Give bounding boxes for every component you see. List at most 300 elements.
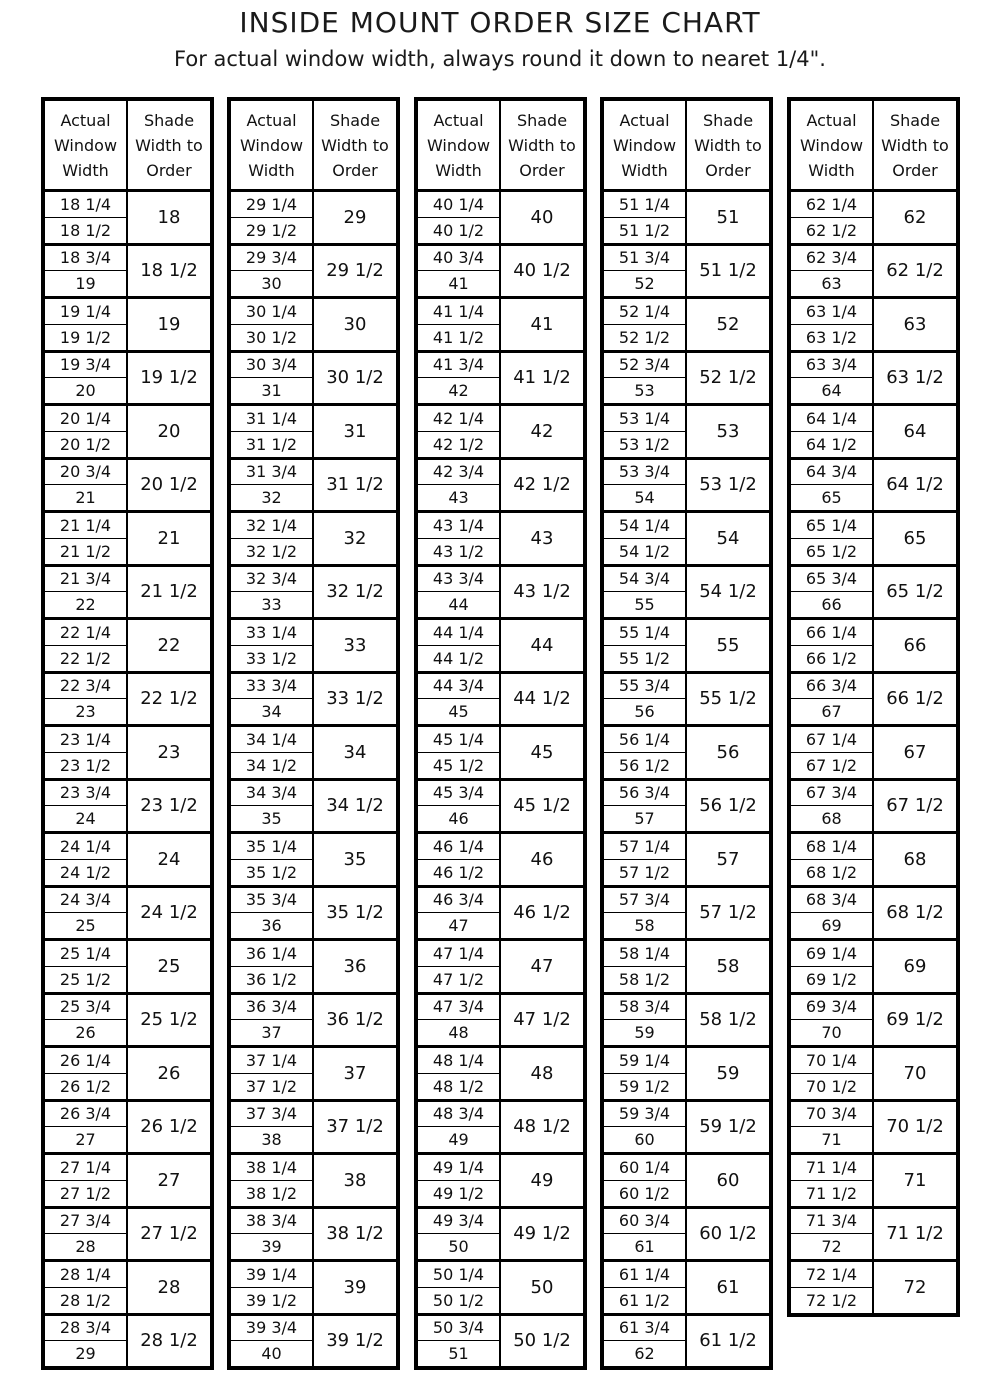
- actual-width-high: 68 1/2: [805, 862, 858, 882]
- table-row: [231, 192, 396, 246]
- shade-order-width: 49: [530, 1169, 554, 1191]
- actual-width-high: 33: [261, 595, 282, 615]
- shade-order-width: 35 1/2: [326, 902, 384, 924]
- actual-width-range: [45, 406, 128, 457]
- actual-width-low: 34 3/4: [231, 781, 312, 807]
- actual-width-low: 71 3/4: [791, 1209, 872, 1235]
- shade-order-width: 64: [903, 420, 927, 442]
- table-row: [791, 941, 956, 995]
- actual-width-range: [231, 353, 314, 404]
- shade-order-width: 43 1/2: [513, 581, 571, 603]
- table-row: [231, 995, 396, 1049]
- table-row: [231, 1262, 396, 1316]
- actual-width-range: [231, 941, 314, 992]
- actual-width-high: 57: [634, 809, 655, 829]
- actual-width-low: 27 1/4: [45, 1155, 126, 1181]
- shade-order-width: 45 1/2: [513, 795, 571, 817]
- table-row: [231, 567, 396, 621]
- shade-order-width: 37: [343, 1062, 367, 1084]
- table-row: [604, 995, 769, 1049]
- actual-width-low: 61 3/4: [604, 1316, 685, 1342]
- shade-order-width: 47 1/2: [513, 1009, 571, 1031]
- table-row: [231, 460, 396, 514]
- size-table-1: [41, 97, 214, 1370]
- actual-width-low: 57 1/4: [604, 834, 685, 860]
- shade-order-width: 23 1/2: [140, 795, 198, 817]
- shade-width-header: Shade Width to Order: [135, 110, 203, 180]
- shade-order-width: 21: [157, 527, 181, 549]
- actual-width-high: 43 1/2: [432, 541, 485, 561]
- actual-width-range: [418, 513, 501, 564]
- shade-order-width: 26: [157, 1062, 181, 1084]
- shade-order-width: 34: [343, 741, 367, 763]
- actual-width-low: 19 3/4: [45, 353, 126, 379]
- actual-width-low: 29 3/4: [231, 246, 312, 272]
- actual-width-low: 25 1/4: [45, 941, 126, 967]
- actual-width-range: [45, 460, 128, 511]
- table-row: [45, 888, 210, 942]
- table-row: [418, 620, 583, 674]
- actual-width-range: [791, 246, 874, 297]
- table-row: [45, 674, 210, 728]
- actual-width-high: 60 1/2: [618, 1183, 671, 1203]
- actual-width-low: 59 3/4: [604, 1102, 685, 1128]
- actual-width-range: [231, 1209, 314, 1260]
- shade-order-width: 44 1/2: [513, 688, 571, 710]
- actual-width-range: [231, 620, 314, 671]
- actual-width-range: [418, 567, 501, 618]
- table-row: [791, 834, 956, 888]
- actual-width-high: 70: [821, 1023, 842, 1043]
- actual-width-range: [791, 781, 874, 832]
- shade-width-header: Shade Width to Order: [508, 110, 576, 180]
- table-row: [231, 1048, 396, 1102]
- table-row: [604, 299, 769, 353]
- actual-width-range: [231, 1262, 314, 1313]
- actual-width-low: 68 3/4: [791, 888, 872, 914]
- actual-width-high: 56 1/2: [618, 755, 671, 775]
- shade-width-header: Shade Width to Order: [321, 110, 389, 180]
- actual-width-high: 59: [634, 1023, 655, 1043]
- actual-width-high: 53: [634, 381, 655, 401]
- actual-width-high: 67: [821, 702, 842, 722]
- actual-width-low: 23 3/4: [45, 781, 126, 807]
- shade-order-width: 60 1/2: [699, 1223, 757, 1245]
- shade-order-width: 66: [903, 634, 927, 656]
- actual-width-range: [418, 781, 501, 832]
- size-table-2: [227, 97, 400, 1370]
- table-row: [418, 1209, 583, 1263]
- actual-width-high: 44: [448, 595, 469, 615]
- actual-width-header: Actual Window Width: [604, 101, 687, 189]
- actual-width-low: 53 3/4: [604, 460, 685, 486]
- shade-order-width: 18: [157, 206, 181, 228]
- actual-width-low: 18 1/4: [45, 192, 126, 218]
- table-row: [604, 1316, 769, 1367]
- actual-width-low: 47 1/4: [418, 941, 499, 967]
- actual-width-high: 19: [75, 274, 96, 294]
- actual-width-range: [791, 567, 874, 618]
- actual-width-range: [45, 1209, 128, 1260]
- actual-width-range: [791, 1262, 874, 1313]
- table-row: [604, 567, 769, 621]
- actual-width-range: [604, 1048, 687, 1099]
- actual-width-low: 72 1/4: [791, 1262, 872, 1288]
- actual-width-range: [45, 353, 128, 404]
- table-row: [791, 1209, 956, 1263]
- table-row: [791, 246, 956, 300]
- actual-width-low: 30 1/4: [231, 299, 312, 325]
- actual-width-range: [45, 513, 128, 564]
- shade-order-width: 55 1/2: [699, 688, 757, 710]
- shade-order-width: 35: [343, 848, 367, 870]
- actual-width-range: [45, 888, 128, 939]
- actual-width-high: 72: [821, 1237, 842, 1257]
- table-header: [604, 101, 769, 192]
- table-row: [791, 674, 956, 728]
- actual-width-high: 30: [261, 274, 282, 294]
- table-row: [604, 834, 769, 888]
- shade-order-width: 31: [343, 420, 367, 442]
- actual-width-range: [791, 513, 874, 564]
- shade-order-width: 63 1/2: [886, 367, 944, 389]
- table-row: [45, 1155, 210, 1209]
- actual-width-range: [231, 1102, 314, 1153]
- table-row: [45, 1262, 210, 1316]
- actual-width-high: 64: [821, 381, 842, 401]
- actual-width-low: 52 1/4: [604, 299, 685, 325]
- actual-width-range: [231, 1155, 314, 1206]
- actual-width-high: 30 1/2: [245, 327, 298, 347]
- table-row: [418, 1155, 583, 1209]
- actual-width-low: 69 3/4: [791, 995, 872, 1021]
- actual-width-low: 45 3/4: [418, 781, 499, 807]
- table-row: [418, 1048, 583, 1102]
- actual-width-header: Actual Window Width: [791, 101, 874, 189]
- actual-width-range: [231, 246, 314, 297]
- table-row: [45, 1048, 210, 1102]
- shade-order-width: 46: [530, 848, 554, 870]
- table-row: [604, 781, 769, 835]
- actual-width-low: 67 3/4: [791, 781, 872, 807]
- actual-width-low: 38 3/4: [231, 1209, 312, 1235]
- actual-width-range: [604, 941, 687, 992]
- actual-width-high: 34 1/2: [245, 755, 298, 775]
- actual-width-low: 33 3/4: [231, 674, 312, 700]
- shade-order-width: 38: [343, 1169, 367, 1191]
- actual-width-range: [45, 834, 128, 885]
- actual-width-range: [604, 299, 687, 350]
- actual-width-high: 55: [634, 595, 655, 615]
- actual-width-range: [45, 995, 128, 1046]
- actual-width-low: 27 3/4: [45, 1209, 126, 1235]
- actual-width-header: Actual Window Width: [45, 101, 128, 189]
- table-row: [418, 995, 583, 1049]
- actual-width-low: 22 3/4: [45, 674, 126, 700]
- actual-width-high: 24 1/2: [59, 862, 112, 882]
- actual-width-header: Actual Window Width: [418, 101, 501, 189]
- table-row: [231, 1316, 396, 1367]
- actual-width-low: 53 1/4: [604, 406, 685, 432]
- actual-width-high: 69: [821, 916, 842, 936]
- shade-order-width: 23: [157, 741, 181, 763]
- actual-width-high: 50: [448, 1237, 469, 1257]
- shade-order-width: 49 1/2: [513, 1223, 571, 1245]
- actual-width-high: 68: [821, 809, 842, 829]
- actual-width-low: 64 3/4: [791, 460, 872, 486]
- actual-width-range: [231, 727, 314, 778]
- actual-width-high: 72 1/2: [805, 1290, 858, 1310]
- actual-width-low: 56 1/4: [604, 727, 685, 753]
- actual-width-low: 35 1/4: [231, 834, 312, 860]
- actual-width-low: 40 3/4: [418, 246, 499, 272]
- shade-order-width: 47: [530, 955, 554, 977]
- table-row: [791, 567, 956, 621]
- shade-order-width: 56: [716, 741, 740, 763]
- actual-width-low: 49 1/4: [418, 1155, 499, 1181]
- table-row: [791, 781, 956, 835]
- actual-width-range: [418, 406, 501, 457]
- shade-order-width: 70: [903, 1062, 927, 1084]
- shade-order-width: 55: [716, 634, 740, 656]
- actual-width-low: 39 3/4: [231, 1316, 312, 1342]
- shade-order-width: 57: [716, 848, 740, 870]
- actual-width-range: [604, 513, 687, 564]
- table-row: [604, 888, 769, 942]
- shade-order-width: 54: [716, 527, 740, 549]
- shade-order-width: 43: [530, 527, 554, 549]
- table-row: [45, 941, 210, 995]
- actual-width-high: 54: [634, 488, 655, 508]
- actual-width-high: 58: [634, 916, 655, 936]
- actual-width-high: 20: [75, 381, 96, 401]
- shade-order-width: 40: [530, 206, 554, 228]
- actual-width-high: 69 1/2: [805, 969, 858, 989]
- table-row: [45, 299, 210, 353]
- shade-order-width: 33 1/2: [326, 688, 384, 710]
- actual-width-range: [45, 299, 128, 350]
- shade-order-width: 54 1/2: [699, 581, 757, 603]
- actual-width-high: 59 1/2: [618, 1076, 671, 1096]
- table-row: [791, 192, 956, 246]
- actual-width-range: [418, 995, 501, 1046]
- actual-width-range: [418, 1262, 501, 1313]
- actual-width-low: 28 1/4: [45, 1262, 126, 1288]
- size-table-4: [600, 97, 773, 1370]
- shade-order-width: 33: [343, 634, 367, 656]
- table-row: [418, 1102, 583, 1156]
- table-row: [418, 246, 583, 300]
- actual-width-high: 26 1/2: [59, 1076, 112, 1096]
- chart-subtitle: For actual window width, always round it down to nearet 1/4".: [174, 47, 826, 71]
- actual-width-range: [604, 1102, 687, 1153]
- shade-order-width: 58 1/2: [699, 1009, 757, 1031]
- actual-width-low: 68 1/4: [791, 834, 872, 860]
- shade-order-width: 62 1/2: [886, 260, 944, 282]
- actual-width-low: 30 3/4: [231, 353, 312, 379]
- table-row: [45, 567, 210, 621]
- actual-width-high: 46: [448, 809, 469, 829]
- table-row: [418, 192, 583, 246]
- actual-width-range: [791, 353, 874, 404]
- shade-order-width: 60: [716, 1169, 740, 1191]
- actual-width-low: 26 3/4: [45, 1102, 126, 1128]
- actual-width-range: [418, 246, 501, 297]
- shade-order-width: 53: [716, 420, 740, 442]
- table-row: [791, 1155, 956, 1209]
- shade-order-width: 27 1/2: [140, 1223, 198, 1245]
- table-row: [604, 1262, 769, 1316]
- actual-width-low: 54 3/4: [604, 567, 685, 593]
- shade-order-width: 45: [530, 741, 554, 763]
- shade-order-width: 30: [343, 313, 367, 335]
- table-row: [45, 781, 210, 835]
- table-row: [231, 620, 396, 674]
- actual-width-high: 20 1/2: [59, 434, 112, 454]
- actual-width-high: 22 1/2: [59, 648, 112, 668]
- table-row: [45, 460, 210, 514]
- table-row: [418, 513, 583, 567]
- actual-width-high: 39: [261, 1237, 282, 1257]
- table-body: [604, 192, 769, 1366]
- actual-width-low: 60 1/4: [604, 1155, 685, 1181]
- actual-width-range: [604, 781, 687, 832]
- actual-width-range: [418, 727, 501, 778]
- actual-width-low: 50 3/4: [418, 1316, 499, 1342]
- actual-width-high: 45 1/2: [432, 755, 485, 775]
- actual-width-high: 62 1/2: [805, 220, 858, 240]
- shade-order-width: 19: [157, 313, 181, 335]
- actual-width-high: 66: [821, 595, 842, 615]
- actual-width-low: 46 3/4: [418, 888, 499, 914]
- actual-width-low: 66 1/4: [791, 620, 872, 646]
- actual-width-range: [604, 1262, 687, 1313]
- shade-order-width: 59: [716, 1062, 740, 1084]
- actual-width-low: 43 1/4: [418, 513, 499, 539]
- actual-width-low: 54 1/4: [604, 513, 685, 539]
- actual-width-range: [418, 1155, 501, 1206]
- table-row: [791, 995, 956, 1049]
- shade-order-width: 50: [530, 1276, 554, 1298]
- table-row: [418, 1316, 583, 1367]
- shade-order-width: 32: [343, 527, 367, 549]
- actual-width-range: [791, 888, 874, 939]
- actual-width-high: 41 1/2: [432, 327, 485, 347]
- actual-width-high: 43: [448, 488, 469, 508]
- shade-order-width: 41: [530, 313, 554, 335]
- shade-order-width: 68 1/2: [886, 902, 944, 924]
- actual-width-low: 64 1/4: [791, 406, 872, 432]
- table-row: [604, 727, 769, 781]
- actual-width-low: 23 1/4: [45, 727, 126, 753]
- actual-width-high: 29: [75, 1344, 96, 1364]
- table-row: [231, 1155, 396, 1209]
- table-row: [231, 674, 396, 728]
- table-body: [791, 192, 956, 1313]
- actual-width-high: 57 1/2: [618, 862, 671, 882]
- table-row: [45, 1316, 210, 1367]
- table-row: [231, 781, 396, 835]
- shade-order-width: 58: [716, 955, 740, 977]
- actual-width-range: [231, 995, 314, 1046]
- table-row: [791, 406, 956, 460]
- actual-width-high: 42 1/2: [432, 434, 485, 454]
- table-row: [604, 192, 769, 246]
- shade-order-width: 42 1/2: [513, 474, 571, 496]
- actual-width-range: [791, 995, 874, 1046]
- actual-width-range: [45, 567, 128, 618]
- actual-width-range: [45, 1102, 128, 1153]
- shade-order-width: 25 1/2: [140, 1009, 198, 1031]
- actual-width-high: 49 1/2: [432, 1183, 485, 1203]
- actual-width-high: 37 1/2: [245, 1076, 298, 1096]
- actual-width-range: [604, 406, 687, 457]
- actual-width-range: [604, 834, 687, 885]
- actual-width-high: 65 1/2: [805, 541, 858, 561]
- shade-order-width: 19 1/2: [140, 367, 198, 389]
- actual-width-range: [231, 406, 314, 457]
- table-header: [231, 101, 396, 192]
- actual-width-low: 51 3/4: [604, 246, 685, 272]
- actual-width-high: 35 1/2: [245, 862, 298, 882]
- table-row: [604, 674, 769, 728]
- actual-width-range: [45, 941, 128, 992]
- shade-order-width: 21 1/2: [140, 581, 198, 603]
- actual-width-high: 21 1/2: [59, 541, 112, 561]
- table-row: [45, 1209, 210, 1263]
- actual-width-range: [604, 888, 687, 939]
- table-row: [418, 888, 583, 942]
- actual-width-range: [231, 1316, 314, 1367]
- actual-width-range: [231, 192, 314, 243]
- actual-width-low: 62 1/4: [791, 192, 872, 218]
- actual-width-high: 49: [448, 1130, 469, 1150]
- actual-width-low: 66 3/4: [791, 674, 872, 700]
- actual-width-high: 32: [261, 488, 282, 508]
- actual-width-range: [604, 1209, 687, 1260]
- actual-width-low: 67 1/4: [791, 727, 872, 753]
- actual-width-high: 28 1/2: [59, 1290, 112, 1310]
- actual-width-low: 57 3/4: [604, 888, 685, 914]
- actual-width-low: 65 1/4: [791, 513, 872, 539]
- shade-order-width: 38 1/2: [326, 1223, 384, 1245]
- table-header: [418, 101, 583, 192]
- shade-order-width: 20: [157, 420, 181, 442]
- actual-width-range: [231, 567, 314, 618]
- actual-width-range: [791, 299, 874, 350]
- shade-order-width: 46 1/2: [513, 902, 571, 924]
- actual-width-low: 19 1/4: [45, 299, 126, 325]
- table-row: [791, 1102, 956, 1156]
- table-row: [791, 1048, 956, 1102]
- table-row: [45, 192, 210, 246]
- shade-order-width: 65 1/2: [886, 581, 944, 603]
- actual-width-high: 63: [821, 274, 842, 294]
- shade-order-width: 68: [903, 848, 927, 870]
- actual-width-range: [418, 1209, 501, 1260]
- table-row: [604, 406, 769, 460]
- actual-width-low: 36 3/4: [231, 995, 312, 1021]
- actual-width-range: [791, 620, 874, 671]
- shade-order-width: 51: [716, 206, 740, 228]
- actual-width-low: 42 3/4: [418, 460, 499, 486]
- table-row: [418, 567, 583, 621]
- actual-width-low: 35 3/4: [231, 888, 312, 914]
- actual-width-low: 25 3/4: [45, 995, 126, 1021]
- table-row: [791, 460, 956, 514]
- actual-width-range: [418, 674, 501, 725]
- table-row: [418, 406, 583, 460]
